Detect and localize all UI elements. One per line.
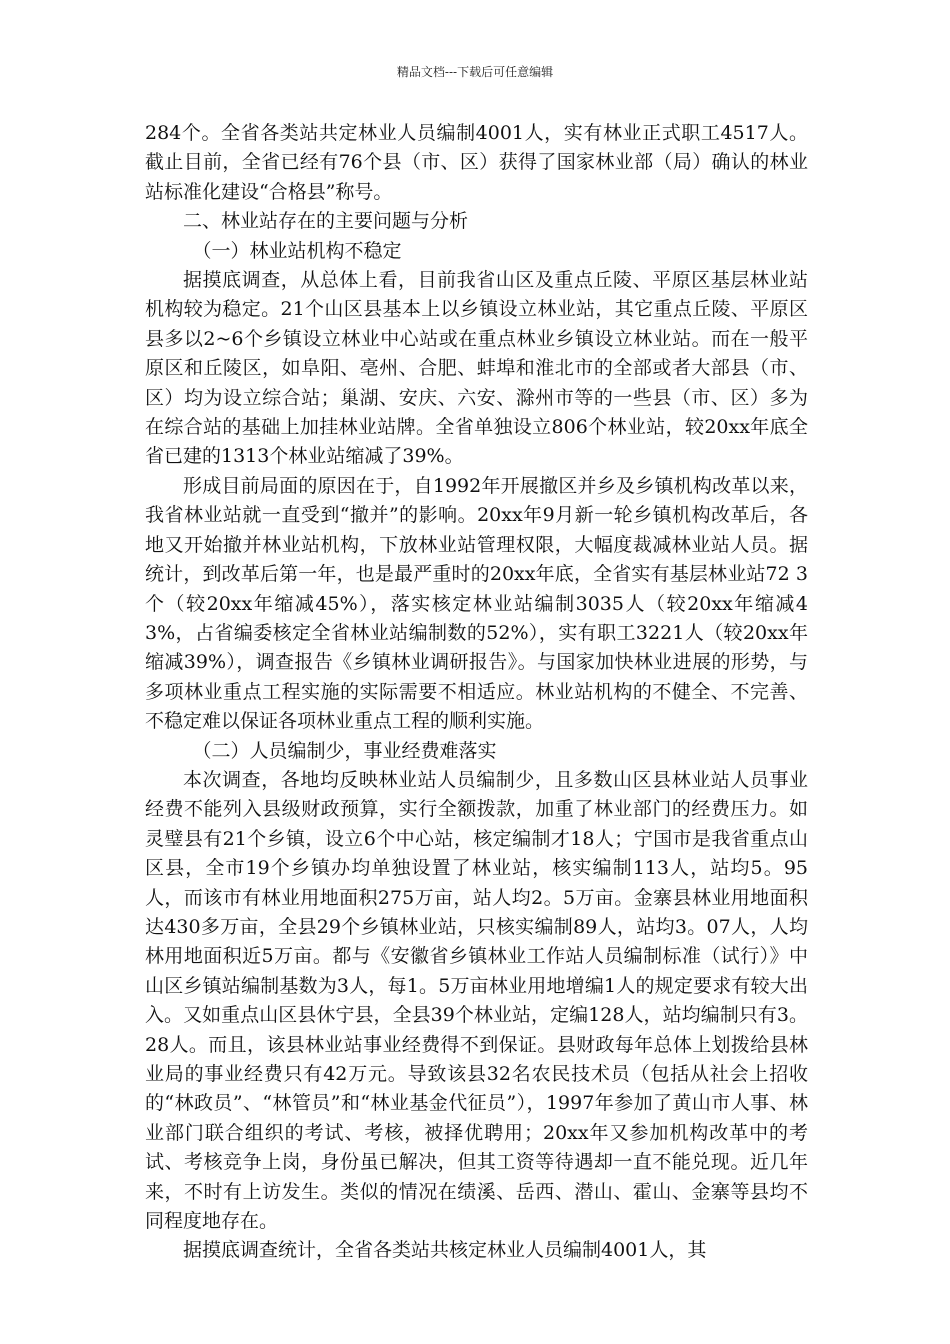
paragraph-survey-overview: 据摸底调查，从总体上看，目前我省山区及重点丘陵、平原区基层林业站机构较为稳定。21个山区县基本上以乡镇设立林业站，其它重点丘陵、平原区县多以2~6个乡镇设立林业中心站或在重点林业乡镇设立林业站。而在一般平原区和丘陵区，如阜阳、亳州、合肥、蚌埠和淮北市的全部或者大部县（市、区）均为设立综合站；巢湖、安庆、六安、滁州市等的一些县（市、区）多为在综合站的基础上加挂林业站牌。全省单独设立806个林业站，较20xx年底全省已建的1313个林业站缩减了39%。	[145, 269, 808, 468]
section-heading-problems: 二、林业站存在的主要问题与分析	[183, 210, 469, 233]
paragraph-statistics: 据摸底调查统计，全省各类站共核定林业人员编制4001人，其	[183, 1239, 707, 1262]
paragraph-causes: 形成目前局面的原因在于，自1992年开展撤区并乡及乡镇机构改革以来，我省林业站就一直受到“撤并”的影响。20xx年9月新一轮乡镇机构改革后，各地又开始撤并林业站机构，下放林业站管理权限，大幅度裁减林业站人员。据统计，到改革后第一年，也是最严重时的20xx年底，全省实有基层林业站72 3个（较20xx年缩减45%），落实核定林业站编制3035人（较20xx年缩减43%，占省编委核定全省林业站编制数的52%），实有职工3221人（较20xx年缩减39%），调查报告《乡镇林业调研报告》。与国家加快林业进展的形势，与多项林业重点工程实施的实际需要不相适应。林业站机构的不健全、不完善、不稳定难以保证各项林业重点工程的顺利实施。	[145, 474, 808, 733]
page-header: 精品文档---下载后可任意编辑	[396, 65, 554, 79]
paragraph-staffing-summary: 284个。全省各类站共定林业人员编制4001人，实有林业正式职工4517人。截止目前，全省已经有76个县（市、区）获得了国家林业部（局）确认的林业站标准化建设“合格县”称号。	[145, 122, 808, 203]
subsection-heading-instability: （一）林业站机构不稳定	[192, 239, 402, 262]
subsection-heading-staffing: （二）人员编制少，事业经费难落实	[192, 739, 497, 762]
document-body	[145, 119, 808, 1266]
paragraph-staffing-details: 本次调查，各地均反映林业站人员编制少，且多数山区县林业站人员事业经费不能列入县级财政预算，实行全额拨款，加重了林业部门的经费压力。如灵璧县有21个乡镇，设立6个中心站，核定编制才18人；宁国市是我省重点山区县，全市19个乡镇办均单独设置了林业站，核实编制113人，站均5。95人，而该市有林业用地面积275万亩，站人均2。5万亩。金寨县林业用地面积达430多万亩，全县29个乡镇林业站，只核实编制89人，站均3。07人，人均林用地面积近5万亩。都与《安徽省乡镇林业工作站人员编制标准（试行）》中山区乡镇站编制基数为3人，每1。5万亩林业用地增编1人的规定要求有较大出入。又如重点山区县休宁县，全县39个林业站，定编128人，站均编制只有3。28人。而且，该县林业站事业经费得不到保证。县财政每年总体上划拨给县林业局的事业经费只有42万元。导致该县32名农民技术员（包括从社会上招收的“林政员”、“林管员”和“林业基金代征员”），1997年参加了黄山市人事、林业部门联合组织的考试、考核，被择优聘用；20xx年又参加机构改革中的考试、考核竞争上岗，身份虽已解决，但其工资等待遇却一直不能兑现。近几年来，不时有上访发生。类似的情况在绩溪、岳西、潜山、霍山、金寨等县均不同程度地存在。	[145, 768, 808, 1233]
